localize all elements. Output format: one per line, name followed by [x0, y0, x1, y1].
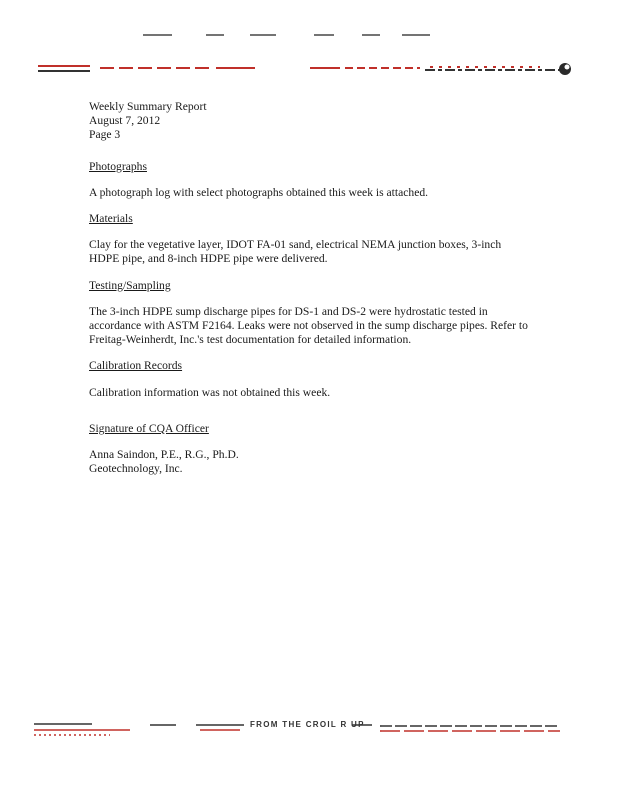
signer-name: Anna Saindon, P.E., R.G., Ph.D.: [89, 448, 239, 462]
signature-block: [89, 448, 529, 476]
signature-heading: Signature of CQA Officer: [89, 421, 209, 435]
testing-heading: Testing/Sampling: [89, 278, 171, 292]
report-header: [89, 100, 529, 143]
materials-text: Clay for the vegetative layer, IDOT FA-01 sand, electrical NEMA junction boxes, 3-inch HDPE pipe, and 8-inch HDPE pipe were delivered.: [89, 238, 502, 266]
materials-heading: Materials: [89, 212, 133, 226]
photographs-heading: Photographs: [89, 159, 147, 173]
testing-text: The 3-inch HDPE sump discharge pipes for DS-1 and DS-2 were hydrostatic tested in accordance with ASTM F2164. Leaks were not observed in the sump discharge pipes. Refer to Freitag-Weinherdt, Inc.'s test documentation for detailed information.: [89, 304, 528, 347]
report-title: Weekly Summary Report: [89, 100, 207, 113]
footer-stamp-text: FROM THE CROIL R UP: [250, 720, 365, 729]
calibration-heading: Calibration Records: [89, 359, 183, 373]
document-body: [89, 100, 529, 476]
photographs-text: A photograph log with select photographs obtained this week is attached.: [89, 185, 429, 199]
page-number: Page 3: [89, 128, 121, 142]
calibration-text: Calibration information was not obtained this week.: [89, 385, 331, 399]
signer-company: Geotechnology, Inc.: [89, 462, 183, 476]
report-date: August 7, 2012: [89, 114, 161, 128]
